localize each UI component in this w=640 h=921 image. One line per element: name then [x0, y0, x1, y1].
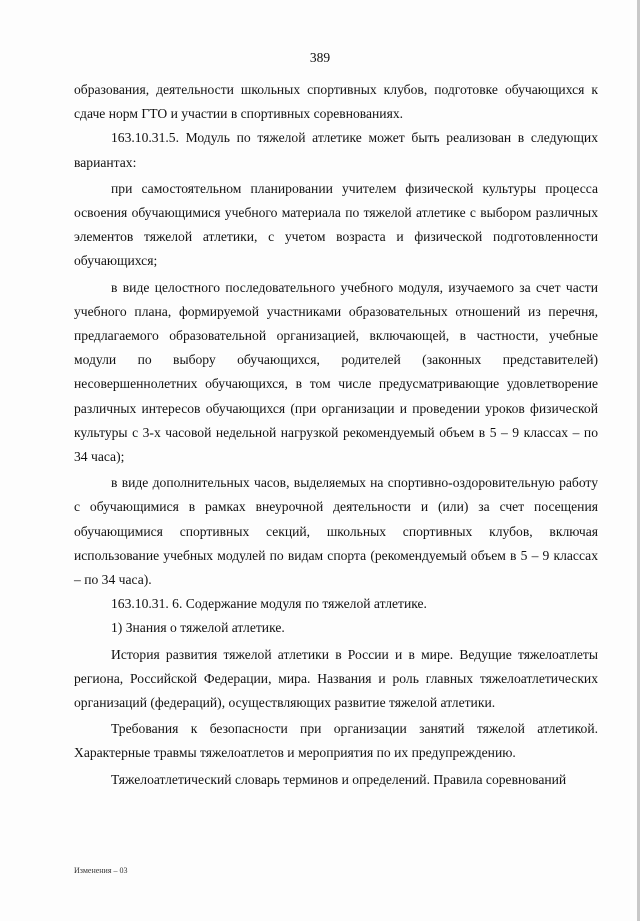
- paragraph-module-content-heading: 163.10.31. 6. Содержание модуля по тяжелой атлетике.: [111, 596, 427, 612]
- paragraph-variant-holistic-module: в виде целостного последовательного учебного модуля, изучаемого за счет части учебного плана, формируемой участниками образовательных отношений из перечня, предлагаемого образовательной организацией, включающей, в частности, учебные модули по выбору обучающихся, родителей (законных представителей) несовершеннолетних обучающихся, в том числе предусматривающие удовлетворение различных интересов обучающихся (при организации и проведении уроков физической культуры с 3-х часовой недельной нагрузкой рекомендуемый объем в 5 – 9 классах – по 34 часа);: [74, 279, 598, 465]
- page-content: [74, 78, 598, 792]
- paragraph-history: История развития тяжелой атлетики в России и в мире. Ведущие тяжелоатлеты региона, Российской Федерации, мира. Названия и роль главных тяжелоатлетических организаций (федераций), осуществляющих развитие тяжелой атлетики.: [74, 646, 598, 711]
- paragraph-continuation: образования, деятельности школьных спортивных клубов, подготовке обучающихся к сдаче норм ГТО и участии в спортивных соревнованиях.: [74, 82, 598, 122]
- footer-revision-note: Изменения – 03: [74, 866, 128, 875]
- paragraph-variant-extra-hours: в виде дополнительных часов, выделяемых на спортивно-оздоровительную работу с обучающимися в рамках внеурочной деятельности и (или) за счет посещения обучающимися спортивных секций, школьных спортивных клубов, включая использование учебных модулей по видам спорта (рекомендуемый объем в 5 – 9 классах – по 34 часа).: [74, 475, 598, 588]
- paragraph-glossary: Тяжелоатлетический словарь терминов и определений. Правила соревнований: [111, 771, 567, 787]
- paragraph-module-variants: 163.10.31.5. Модуль по тяжелой атлетике может быть реализован в следующих вариантах:: [74, 130, 598, 170]
- paragraph-safety: Требования к безопасности при организации занятий тяжелой атлетикой. Характерные травмы тяжелоатлетов и мероприятия по их предупреждению.: [74, 721, 598, 761]
- page-number: 389: [309, 50, 331, 65]
- paragraph-knowledge-heading: 1) Знания о тяжелой атлетике.: [111, 620, 285, 636]
- paragraph-variant-self-planning: при самостоятельном планировании учителем физической культуры процесса освоения обучающимися учебного материала по тяжелой атлетике с выбором различных элементов тяжелой атлетики, с учетом возраста и физической подготовленности обучающихся;: [74, 180, 598, 269]
